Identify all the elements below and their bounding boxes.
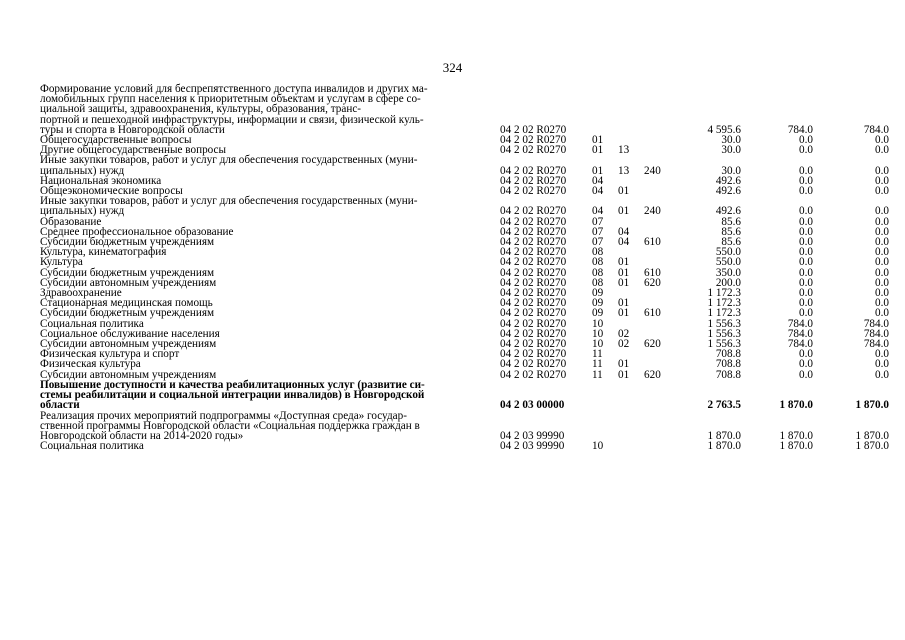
row-target-code: 04 2 02 R0270 [500, 174, 567, 187]
row-amount-year1: 492.6 [715, 205, 741, 218]
row-expense-type [638, 84, 668, 135]
row-name: Субсидии автономным учреждениям [40, 276, 217, 289]
row-section: 07 [592, 236, 604, 249]
row-subsection: 13 [618, 144, 630, 157]
row-expense-type: 240 [644, 164, 661, 177]
row-name: Субсидии автономным учреждениям [40, 368, 217, 381]
row-amount-year3: 0.0 [875, 225, 889, 238]
row-amount-year3: 0.0 [875, 256, 889, 269]
row-target-code: 04 2 02 R0270 [500, 317, 567, 330]
table-row [40, 380, 889, 411]
table-row [40, 247, 889, 257]
row-section: 07 [592, 215, 604, 228]
row-amount-year2: 0.0 [799, 297, 813, 310]
row-expense-type [638, 135, 668, 145]
row-amount-year3: 0.0 [875, 297, 889, 310]
row-amount-year2: 0.0 [799, 205, 813, 218]
row-amount-year2: 0.0 [799, 185, 813, 198]
row-amount-year1: 85.6 [721, 236, 741, 249]
row-section: 04 [592, 174, 604, 187]
row-expense-type [638, 411, 668, 442]
row-amount-year1: 492.6 [715, 174, 741, 187]
row-expense-type [638, 145, 668, 155]
row-amount-year2: 0.0 [799, 256, 813, 269]
row-section: 01 [592, 134, 604, 147]
row-amount-year2: 784.0 [787, 338, 813, 351]
row-amount-year3: 0.0 [875, 307, 889, 320]
row-target-code: 04 2 02 R0270 [500, 348, 567, 361]
row-amount-year2: 0.0 [799, 134, 813, 147]
row-section: 11 [592, 358, 603, 371]
table-row [40, 84, 889, 135]
row-expense-type: 610 [644, 307, 661, 320]
row-name: Формирование условий для беспрепятственного доступа инвалидов и других ма- ломобильных групп населения к приоритетным объектам и услугам в сфере со- циальной защиты, здравоохранения, культуры, образования, транс- портной и пешеходной инфраструктуры, информации и связи, физической куль- туры и спорта в Новгородской области [40, 83, 428, 136]
row-amount-year1: 1 556.3 [707, 317, 741, 330]
row-amount-year2: 0.0 [799, 246, 813, 259]
row-name: Образование [40, 215, 102, 228]
row-subsection: 01 [618, 266, 630, 279]
row-expense-type: 610 [644, 266, 661, 279]
row-name: Общеэкономические вопросы [40, 185, 183, 198]
row-amount-year1: 2 763.5 [707, 399, 741, 412]
row-name: Физическая культура и спорт [40, 348, 180, 361]
row-section: 08 [592, 266, 604, 279]
row-section: 01 [592, 144, 604, 157]
row-amount-year1: 4 595.6 [707, 123, 741, 136]
budget-table [40, 84, 889, 451]
row-amount-year3: 0.0 [875, 246, 889, 259]
row-amount-year1: 708.8 [715, 368, 741, 381]
row-expense-type [638, 176, 668, 186]
row-name: Среднее профессиональное образование [40, 225, 234, 238]
row-expense-type [638, 319, 668, 329]
row-amount-year2: 0.0 [799, 174, 813, 187]
row-subsection: 01 [618, 256, 630, 269]
row-amount-year1: 708.8 [715, 348, 741, 361]
row-amount-year1: 1 870.0 [707, 440, 741, 453]
row-expense-type [638, 247, 668, 257]
row-target-code: 04 2 02 R0270 [500, 164, 567, 177]
page-number: 324 [442, 60, 463, 75]
row-amount-year3: 1 870.0 [855, 440, 889, 453]
table-row [40, 349, 889, 359]
row-amount-year2: 784.0 [787, 317, 813, 330]
row-amount-year3: 0.0 [875, 164, 889, 177]
row-amount-year3: 0.0 [875, 215, 889, 228]
row-target-code: 04 2 02 R0270 [500, 123, 567, 136]
row-section [588, 84, 612, 135]
row-amount-year2: 0.0 [799, 287, 813, 300]
table-row [40, 308, 889, 318]
row-section: 04 [592, 205, 604, 218]
row-target-code: 04 2 02 R0270 [500, 368, 567, 381]
row-amount-year1: 550.0 [715, 256, 741, 269]
row-amount-year2: 0.0 [799, 236, 813, 249]
row-target-code: 04 2 03 99990 [500, 429, 565, 442]
row-name: Общегосударственные вопросы [40, 134, 192, 147]
row-target-code: 04 2 02 R0270 [500, 358, 567, 371]
row-amount-year1: 85.6 [721, 215, 741, 228]
row-amount-year3: 0.0 [875, 276, 889, 289]
row-amount-year3: 0.0 [875, 205, 889, 218]
row-amount-year3: 0.0 [875, 236, 889, 249]
row-amount-year2: 0.0 [799, 266, 813, 279]
row-target-code: 04 2 02 R0270 [500, 266, 567, 279]
row-expense-type: 240 [644, 205, 661, 218]
row-amount-year1: 708.8 [715, 358, 741, 371]
table-row [40, 196, 889, 216]
row-target-code: 04 2 02 R0270 [500, 256, 567, 269]
row-name: Социальная политика [40, 440, 144, 453]
row-target-code: 04 2 02 R0270 [500, 276, 567, 289]
row-subsection: 01 [618, 205, 630, 218]
row-amount-year1: 30.0 [721, 144, 741, 157]
row-section: 10 [592, 317, 604, 330]
row-subsection [612, 411, 638, 442]
row-section: 10 [592, 338, 604, 351]
table-row [40, 155, 889, 175]
row-expense-type [638, 217, 668, 227]
row-target-code: 04 2 02 R0270 [500, 327, 567, 340]
row-name: Иные закупки товаров, работ и услуг для обеспечения государственных (муни- ципальных) нужд [40, 195, 418, 218]
row-amount-year2: 0.0 [799, 225, 813, 238]
table-row [40, 278, 889, 288]
row-amount-year3: 0.0 [875, 266, 889, 279]
row-section: 08 [592, 256, 604, 269]
row-subsection [612, 84, 638, 135]
row-amount-year1: 1 556.3 [707, 338, 741, 351]
row-amount-year2: 784.0 [787, 123, 813, 136]
row-amount-year3: 784.0 [863, 123, 889, 136]
row-amount-year1: 30.0 [721, 164, 741, 177]
row-target-code: 04 2 02 R0270 [500, 338, 567, 351]
row-expense-type: 620 [644, 338, 661, 351]
row-subsection [612, 441, 638, 451]
row-target-code: 04 2 02 R0270 [500, 185, 567, 198]
row-section: 08 [592, 246, 604, 259]
row-subsection: 13 [618, 164, 630, 177]
row-section [588, 411, 612, 442]
row-amount-year3: 0.0 [875, 174, 889, 187]
row-expense-type [638, 288, 668, 298]
table-row [40, 237, 889, 247]
row-target-code: 04 2 02 R0270 [500, 287, 567, 300]
row-name: Иные закупки товаров, работ и услуг для обеспечения государственных (муни- ципальных) нужд [40, 154, 418, 177]
row-amount-year2: 0.0 [799, 307, 813, 320]
row-name: Субсидии бюджетным учреждениям [40, 307, 215, 320]
row-name: Субсидии автономным учреждениям [40, 338, 217, 351]
row-target-code: 04 2 02 R0270 [500, 225, 567, 238]
row-name: Субсидии бюджетным учреждениям [40, 266, 215, 279]
row-section: 08 [592, 276, 604, 289]
row-name: Национальная экономика [40, 174, 162, 187]
row-amount-year1: 1 172.3 [707, 297, 741, 310]
row-section: 09 [592, 297, 604, 310]
row-amount-year2: 0.0 [799, 215, 813, 228]
row-expense-type [638, 380, 668, 411]
row-expense-type: 610 [644, 236, 661, 249]
row-subsection: 01 [618, 185, 630, 198]
row-target-code: 04 2 03 99990 [500, 440, 565, 453]
row-target-code: 04 2 02 R0270 [500, 307, 567, 320]
budget-table-body [40, 84, 889, 451]
row-amount-year2: 784.0 [787, 327, 813, 340]
row-name: Физическая культура [40, 358, 141, 371]
row-amount-year2: 0.0 [799, 358, 813, 371]
row-expense-type: 620 [644, 276, 661, 289]
row-amount-year3: 0.0 [875, 348, 889, 361]
row-amount-year2: 0.0 [799, 348, 813, 361]
row-subsection: 04 [618, 225, 630, 238]
row-amount-year3: 1 870.0 [855, 429, 889, 442]
row-section: 10 [592, 327, 604, 340]
row-section: 11 [592, 348, 603, 361]
row-subsection: 02 [618, 327, 630, 340]
row-name: Культура, кинематография [40, 246, 167, 259]
row-amount-year3: 0.0 [875, 368, 889, 381]
row-name: Социальная политика [40, 317, 144, 330]
row-subsection: 01 [618, 297, 630, 310]
row-amount-year3: 1 870.0 [855, 399, 889, 412]
row-amount-year3: 0.0 [875, 287, 889, 300]
row-section: 11 [592, 368, 603, 381]
row-amount-year2: 0.0 [799, 144, 813, 157]
row-amount-year2: 0.0 [799, 368, 813, 381]
row-target-code: 04 2 03 00000 [500, 399, 565, 412]
row-name: Повышение доступности и качества реабилитационных услуг (развитие си- стемы реабилитации и социальной интеграции инвалидов) в Новгородской области [40, 378, 425, 412]
row-amount-year1: 30.0 [721, 134, 741, 147]
row-amount-year1: 492.6 [715, 185, 741, 198]
row-amount-year2: 0.0 [799, 276, 813, 289]
row-subsection: 01 [618, 358, 630, 371]
row-name: Социальное обслуживание населения [40, 327, 220, 340]
row-amount-year1: 550.0 [715, 246, 741, 259]
row-target-code: 04 2 02 R0270 [500, 134, 567, 147]
row-expense-type [638, 186, 668, 196]
row-section [588, 380, 612, 411]
row-expense-type [638, 349, 668, 359]
row-name: Другие общегосударственные вопросы [40, 144, 227, 157]
row-subsection: 01 [618, 307, 630, 320]
row-amount-year1: 1 556.3 [707, 327, 741, 340]
row-amount-year1: 85.6 [721, 225, 741, 238]
row-section: 04 [592, 185, 604, 198]
row-target-code: 04 2 02 R0270 [500, 297, 567, 310]
row-target-code: 04 2 02 R0270 [500, 236, 567, 249]
row-subsection: 01 [618, 368, 630, 381]
row-target-code: 04 2 02 R0270 [500, 215, 567, 228]
row-section: 09 [592, 287, 604, 300]
row-expense-type [638, 441, 668, 451]
row-section: 09 [592, 307, 604, 320]
row-subsection: 02 [618, 338, 630, 351]
row-subsection: 04 [618, 236, 630, 249]
row-name: Субсидии бюджетным учреждениям [40, 236, 215, 249]
row-subsection: 01 [618, 276, 630, 289]
row-section: 01 [592, 164, 604, 177]
row-section: 07 [592, 225, 604, 238]
row-amount-year3: 784.0 [863, 317, 889, 330]
row-target-code: 04 2 02 R0270 [500, 144, 567, 157]
row-amount-year1: 200.0 [715, 276, 741, 289]
row-amount-year3: 784.0 [863, 338, 889, 351]
row-amount-year3: 0.0 [875, 185, 889, 198]
row-amount-year3: 784.0 [863, 327, 889, 340]
row-target-code: 04 2 02 R0270 [500, 205, 567, 218]
row-amount-year2: 1 870.0 [779, 440, 813, 453]
row-amount-year1: 350.0 [715, 266, 741, 279]
row-name: Здравоохранение [40, 287, 122, 300]
row-amount-year2: 1 870.0 [779, 399, 813, 412]
table-row [40, 411, 889, 442]
row-amount-year3: 0.0 [875, 134, 889, 147]
row-name: Стационарная медицинская помощь [40, 297, 213, 310]
row-expense-type: 620 [644, 368, 661, 381]
table-row [40, 441, 889, 451]
row-amount-year1: 1 172.3 [707, 287, 741, 300]
row-amount-year2: 0.0 [799, 164, 813, 177]
row-section: 10 [592, 440, 604, 453]
row-name: Культура [40, 256, 83, 269]
row-amount-year1: 1 172.3 [707, 307, 741, 320]
row-amount-year3: 0.0 [875, 358, 889, 371]
row-amount-year2: 1 870.0 [779, 429, 813, 442]
row-amount-year3: 0.0 [875, 144, 889, 157]
row-subsection [612, 380, 638, 411]
row-name: Реализация прочих мероприятий подпрограммы «Доступная среда» государ- ственной программы Новгородской области «Социальная поддержка граждан в Новгородской области на 2014-2020 годы» [40, 409, 420, 442]
row-target-code: 04 2 02 R0270 [500, 246, 567, 259]
row-amount-year1: 1 870.0 [707, 429, 741, 442]
